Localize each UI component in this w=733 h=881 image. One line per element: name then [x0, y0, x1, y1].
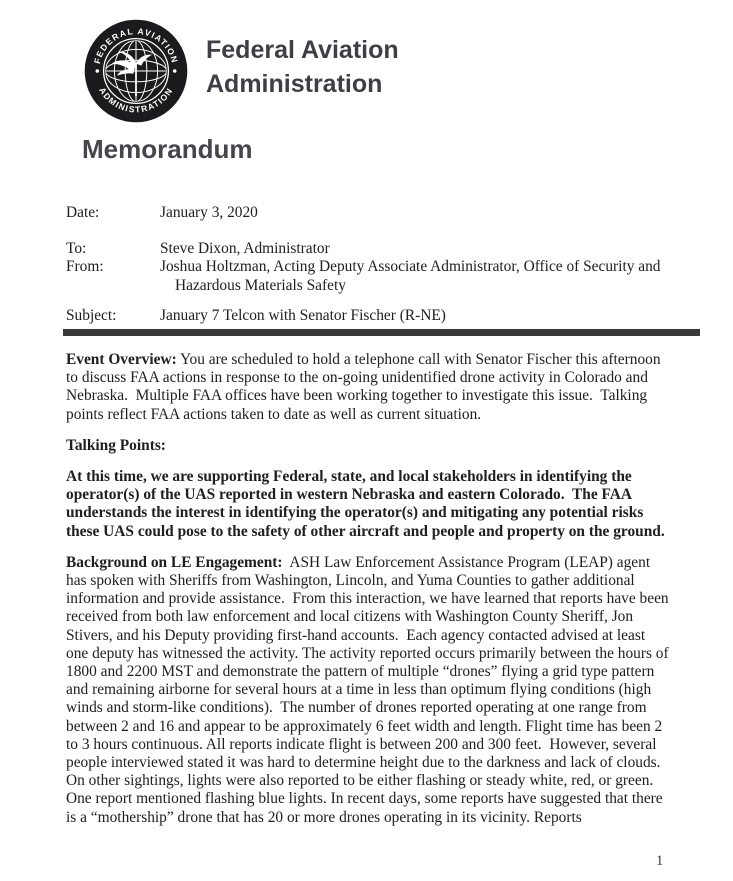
from-label: From:: [66, 258, 104, 276]
from-value: Joshua Holtzman, Acting Deputy Associate Administrator, Office of Security and Hazardous Materials Safety: [160, 258, 661, 294]
to-label: To:: [66, 240, 87, 258]
agency-line1: Federal Aviation: [206, 36, 399, 64]
event-overview-label: Event Overview:: [66, 351, 177, 369]
subject-divider-rule: [63, 329, 700, 336]
date-value: January 3, 2020: [160, 204, 258, 221]
seal-bottom-text: ADMINISTRATION: [97, 85, 175, 115]
memo-content: [66, 204, 673, 827]
background-label: Background on LE Engagement:: [66, 553, 283, 571]
header: [82, 17, 399, 125]
talking-points-heading: Talking Points:: [66, 436, 166, 454]
background-paragraph: [66, 553, 673, 827]
subject-row: [66, 307, 670, 325]
document-title: Memorandum: [82, 134, 253, 164]
agency-line2: Administration: [206, 70, 383, 98]
faa-seal-icon: [82, 17, 190, 125]
from-row: [66, 258, 670, 294]
event-overview-text: You are scheduled to hold a telephone call with Senator Fischer this afternoon to discuss FAA actions in response to the on-going unidentified drone activity in Colorado and Nebraska. Multiple FAA offices have been working together to investigate this issue. Talking points reflect FAA actions taken to date as well as current situation.: [66, 351, 665, 423]
page-number: 1: [656, 853, 664, 869]
subject-value: January 7 Telcon with Senator Fischer (R-NE): [160, 306, 446, 324]
date-row: [66, 204, 670, 222]
background-text: ASH Law Enforcement Assistance Program (LEAP) agent has spoken with Sheriffs from Washington, Lincoln, and Yuma Counties to gather additional information and provide assistance. From this interaction, we have learned that reports have been received from both law enforcement and local citizens with Washington County Sheriff, Jon Stivers, and his Deputy providing first-hand accounts. Each agency contacted advised at least one deputy has witnessed the activity. The activity reported occurs primarily between the hours of 1800 and 2200 MST and demonstrate the pattern of multiple “drones” flying a grid type pattern and remaining airborne for several hours at a time in less than optimum flying conditions (high winds and storm-like conditions). The number of drones reported operating at one range from between 2 and 16 and appear to be approximately 6 feet width and length. Flight time has been 2 to 3 hours continuous. All reports indicate flight is between 200 and 300 feet. However, several people interviewed stated it was hard to determine height due to the darkness and lack of clouds. On other sightings, lights were also reported to be either flashing or steady white, red, or green. One report mentioned flashing blue lights. In recent days, some reports have suggested that there is a “mothership” drone that has 20 or more drones operating in its vicinity. Reports: [66, 553, 673, 826]
to-row: [66, 240, 670, 258]
date-label: Date:: [66, 204, 100, 221]
to-value: Steve Dixon, Administrator: [160, 240, 330, 258]
subject-label: Subject:: [66, 306, 117, 324]
seal-top-text: FEDERAL AVIATION: [91, 26, 181, 65]
talking-points-paragraph: At this time, we are supporting Federal, state, and local stakeholders in identifying the operator(s) of the UAS reported in western Nebraska and eastern Colorado. The FAA understands the interest in identifying the operator(s) and mitigating any potential risks these UAS could pose to the safety of other aircraft and people and property on the ground.: [66, 468, 665, 540]
event-overview-paragraph: [66, 351, 670, 424]
agency-name: [206, 17, 399, 101]
